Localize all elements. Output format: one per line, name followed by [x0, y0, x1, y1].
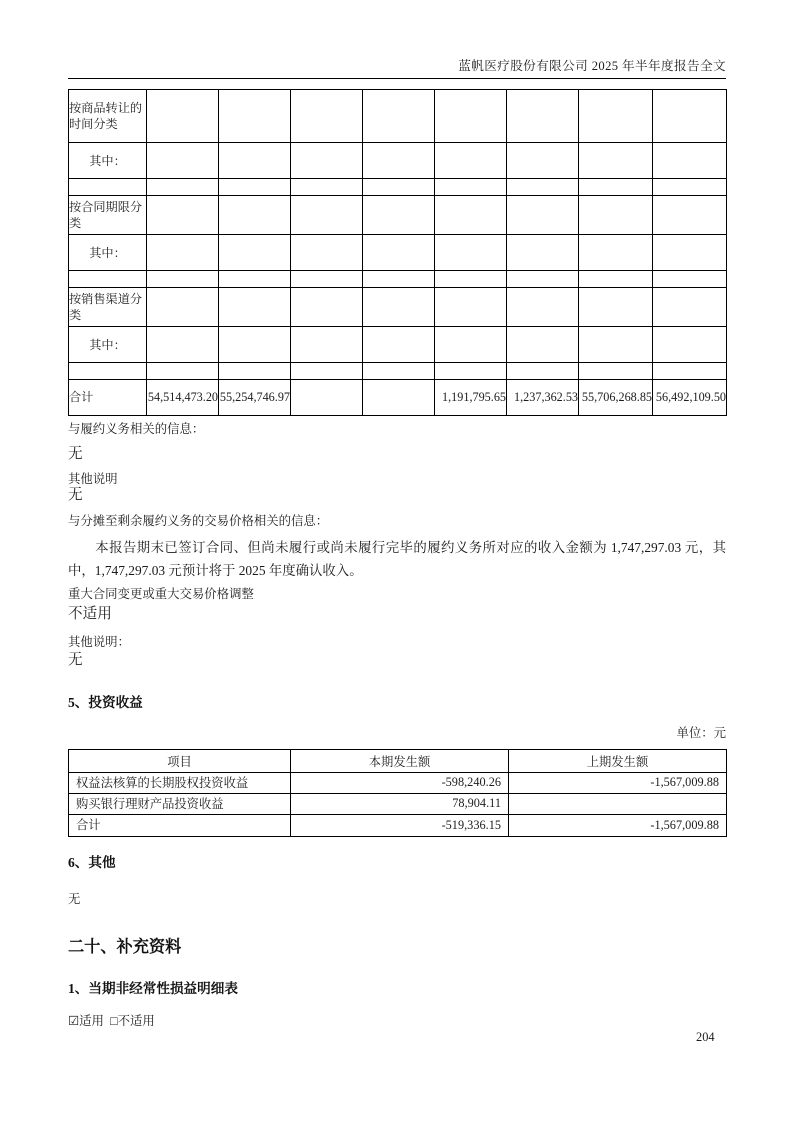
row-cell: 54,514,473.20 — [147, 380, 219, 416]
row-cell — [219, 179, 291, 196]
row-cell — [435, 327, 507, 363]
row-cell — [507, 90, 579, 143]
row-cell — [291, 327, 363, 363]
row-cell — [579, 288, 653, 327]
row-cell — [363, 90, 435, 143]
row-cell — [653, 90, 727, 143]
row-cell — [363, 288, 435, 327]
row-label — [69, 271, 147, 288]
row-cell-current: -519,336.15 — [291, 815, 509, 836]
revenue-breakdown-table — [68, 89, 727, 416]
row-cell — [219, 363, 291, 380]
table-row — [69, 288, 727, 327]
row-cell — [653, 271, 727, 288]
row-label: 其中： — [69, 143, 147, 179]
row-label: 合计 — [69, 380, 147, 416]
other-explain-value: 无 — [68, 652, 83, 668]
table-row — [69, 794, 727, 815]
row-cell — [579, 327, 653, 363]
remaining-obligation-label: 与分摊至剩余履约义务的交易价格相关的信息： — [68, 514, 329, 528]
row-label: 按合同期限分类 — [69, 196, 147, 235]
row-cell — [147, 143, 219, 179]
row-cell — [507, 327, 579, 363]
remaining-obligation-text: 本报告期末已签订合同、但尚未履行或尚未履行完毕的履约义务所对应的收入金额为 1,747,297.03 元，其中，1,747,297.03 元预计将于 2025 年度确认收入。 — [68, 540, 726, 579]
row-cell — [653, 235, 727, 271]
table-header-row — [69, 750, 727, 773]
column-header-current-period: 本期发生额 — [291, 750, 509, 773]
performance-obligation-label: 与履约义务相关的信息： — [68, 422, 205, 436]
row-label: 按商品转让的时间分类 — [69, 90, 147, 143]
row-cell — [291, 179, 363, 196]
row-cell — [363, 235, 435, 271]
row-cell — [147, 288, 219, 327]
row-cell — [219, 90, 291, 143]
row-cell: 56,492,109.50 — [653, 380, 727, 416]
row-cell — [147, 196, 219, 235]
section-heading-supplementary-data: 二十、补充资料 — [68, 938, 182, 956]
row-cell — [219, 143, 291, 179]
row-cell — [291, 288, 363, 327]
row-cell — [291, 143, 363, 179]
row-cell — [363, 196, 435, 235]
contract-change-value: 不适用 — [68, 606, 112, 622]
section-heading-other: 6、其他 — [68, 855, 116, 870]
performance-obligation-value: 无 — [68, 446, 83, 462]
row-cell — [219, 288, 291, 327]
running-header-title: 蓝帆医疗股份有限公司 2025 年半年度报告全文 — [458, 59, 726, 73]
row-label: 购买银行理财产品投资收益 — [69, 794, 291, 815]
row-cell — [291, 271, 363, 288]
unit-label-investment: 单位：元 — [676, 726, 726, 740]
row-cell — [579, 179, 653, 196]
row-cell — [291, 380, 363, 416]
row-cell — [435, 90, 507, 143]
row-cell — [435, 179, 507, 196]
row-cell — [291, 196, 363, 235]
section-other-value: 无 — [68, 892, 81, 906]
table-row-total — [69, 380, 727, 416]
row-cell — [507, 235, 579, 271]
row-cell — [291, 363, 363, 380]
row-cell — [435, 271, 507, 288]
row-cell — [507, 288, 579, 327]
column-header-item: 项目 — [69, 750, 291, 773]
row-cell — [147, 327, 219, 363]
row-cell — [507, 363, 579, 380]
row-cell — [147, 235, 219, 271]
table-row — [69, 235, 727, 271]
other-note-label: 其他说明 — [68, 472, 118, 486]
row-cell — [435, 235, 507, 271]
row-cell — [363, 327, 435, 363]
row-cell — [579, 196, 653, 235]
row-cell — [435, 363, 507, 380]
row-cell: 55,706,268.85 — [579, 380, 653, 416]
checkbox-not-applicable[interactable]: □不适用 — [110, 1014, 155, 1028]
row-label: 其中： — [69, 235, 147, 271]
contract-change-label: 重大合同变更或重大交易价格调整 — [68, 587, 254, 601]
row-cell — [363, 363, 435, 380]
row-label: 合计 — [69, 815, 291, 836]
table-row — [69, 363, 727, 380]
table-row — [69, 773, 727, 794]
row-cell — [219, 235, 291, 271]
row-cell — [147, 179, 219, 196]
row-cell — [653, 288, 727, 327]
table-row — [69, 196, 727, 235]
row-cell — [579, 235, 653, 271]
row-cell — [579, 90, 653, 143]
row-cell — [653, 327, 727, 363]
table-row — [69, 90, 727, 143]
page-number: 204 — [696, 1030, 715, 1044]
remaining-obligation-paragraph — [68, 536, 726, 582]
row-cell — [579, 363, 653, 380]
table-row-total — [69, 815, 727, 836]
column-header-previous-period: 上期发生额 — [509, 750, 727, 773]
row-cell-previous — [509, 794, 727, 815]
row-cell — [579, 143, 653, 179]
row-cell — [507, 179, 579, 196]
row-cell — [363, 143, 435, 179]
row-label: 其中： — [69, 327, 147, 363]
row-cell: 1,191,795.65 — [435, 380, 507, 416]
row-label: 按销售渠道分类 — [69, 288, 147, 327]
section-heading-nonrecurring-items: 1、当期非经常性损益明细表 — [68, 981, 238, 996]
row-cell — [653, 196, 727, 235]
row-label — [69, 179, 147, 196]
table-row — [69, 179, 727, 196]
row-cell — [291, 235, 363, 271]
row-cell — [147, 271, 219, 288]
table-row — [69, 327, 727, 363]
row-cell — [435, 288, 507, 327]
row-cell — [435, 143, 507, 179]
other-explain-label: 其他说明： — [68, 635, 130, 649]
checkbox-applicable-checked[interactable]: ☑适用 — [68, 1014, 104, 1028]
row-cell — [507, 143, 579, 179]
row-cell — [579, 271, 653, 288]
row-cell — [147, 90, 219, 143]
row-cell — [291, 90, 363, 143]
row-cell — [147, 363, 219, 380]
row-cell — [435, 196, 507, 235]
row-cell-previous: -1,567,009.88 — [509, 773, 727, 794]
row-cell — [219, 271, 291, 288]
row-cell — [219, 327, 291, 363]
row-cell-current: 78,904.11 — [291, 794, 509, 815]
table-row — [69, 271, 727, 288]
row-cell: 55,254,746.97 — [219, 380, 291, 416]
row-cell — [653, 179, 727, 196]
row-label: 权益法核算的长期股权投资收益 — [69, 773, 291, 794]
investment-income-table — [68, 749, 727, 837]
row-cell-previous: -1,567,009.88 — [509, 815, 727, 836]
row-cell — [653, 363, 727, 380]
row-cell — [363, 271, 435, 288]
row-cell — [219, 196, 291, 235]
row-cell — [363, 380, 435, 416]
table-row — [69, 143, 727, 179]
other-note-value: 无 — [68, 487, 83, 503]
row-cell — [363, 179, 435, 196]
row-cell — [507, 271, 579, 288]
row-cell: 1,237,362.53 — [507, 380, 579, 416]
section-heading-investment-income: 5、投资收益 — [68, 695, 143, 710]
row-cell — [507, 196, 579, 235]
header-divider-rule — [68, 78, 726, 79]
applicability-options — [68, 1013, 155, 1031]
row-cell-current: -598,240.26 — [291, 773, 509, 794]
row-cell — [653, 143, 727, 179]
row-label — [69, 363, 147, 380]
